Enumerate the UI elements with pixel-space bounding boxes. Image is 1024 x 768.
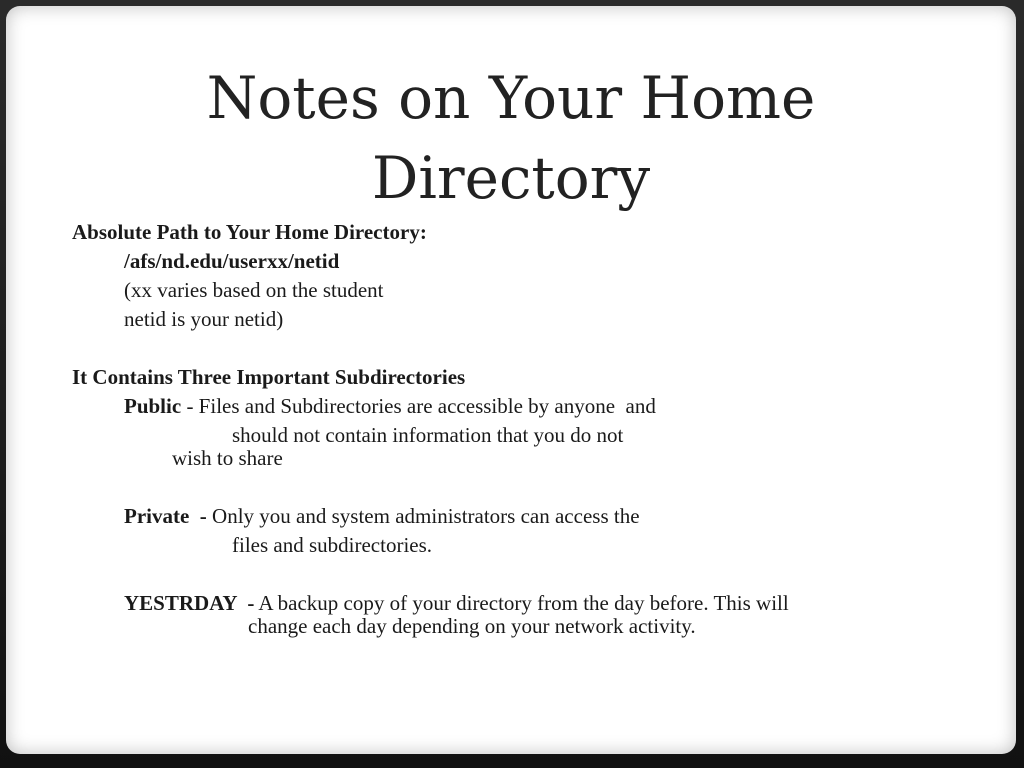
private-text-2: files and subdirectories. [232, 533, 433, 557]
title-line-1: Notes on Your Home [206, 64, 816, 132]
absolute-path-note-1: (xx varies based on the student [124, 278, 384, 302]
slide [6, 6, 1016, 754]
public-label: Public [124, 394, 182, 418]
public-item [124, 394, 656, 418]
absolute-path-heading: Absolute Path to Your Home Directory: [72, 220, 427, 244]
yesterday-text-2: change each day depending on your network activity. [248, 614, 696, 638]
yesterday-label: YESTRDAY - [124, 591, 255, 615]
slide-title [6, 58, 1016, 218]
absolute-path-note-2: netid is your netid) [124, 307, 284, 331]
private-item [124, 504, 640, 528]
absolute-path-value: /afs/nd.edu/userxx/netid [124, 249, 340, 273]
public-text-1: - Files and Subdirectories are accessible by anyone and [181, 394, 656, 418]
title-line-2: Directory [371, 144, 651, 212]
public-text-2: should not contain information that you do not [232, 423, 624, 447]
subdirectories-heading: It Contains Three Important Subdirectories [72, 365, 466, 389]
public-text-3: wish to share [172, 446, 283, 470]
private-text-1: Only you and system administrators can access the [206, 504, 640, 528]
yesterday-text-1: A backup copy of your directory from the day before. This will [254, 591, 789, 615]
private-label: Private - [124, 504, 207, 528]
yesterday-item [124, 591, 789, 615]
